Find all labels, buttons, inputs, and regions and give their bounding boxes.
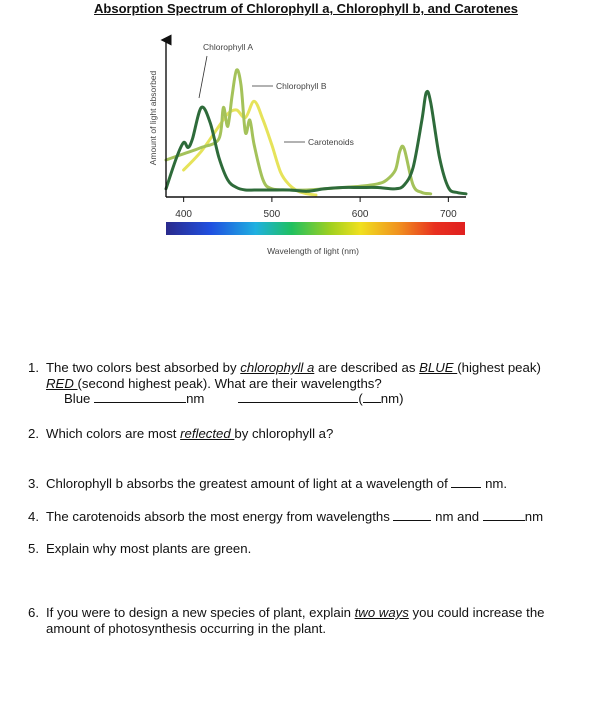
question-3 — [28, 475, 507, 492]
q1-red-wavelength-blank[interactable] — [363, 390, 381, 403]
worksheet-title: Absorption Spectrum of Chlorophyll a, Chlorophyll b, and Carotenes — [94, 1, 518, 16]
visible-spectrum-bar — [166, 222, 465, 235]
q4-text-b: nm and — [431, 509, 483, 524]
q1-red-term: RED — [46, 376, 78, 391]
q4-wavelength-blank-2[interactable] — [483, 508, 525, 521]
x-tick-label-400: 400 — [175, 209, 192, 220]
q3-wavelength-blank[interactable] — [451, 475, 481, 488]
absorption-spectrum-chart — [0, 0, 612, 270]
q1-text-a: The two colors best absorbed by — [46, 360, 241, 375]
y-axis-label: Amount of light absorbed — [148, 70, 158, 166]
q4-text-c: nm — [524, 509, 544, 524]
x-axis-label: Wavelength of light (nm) — [267, 246, 359, 256]
q6-text-c: amount of photosynthesis occurring in the plant. — [46, 621, 327, 636]
q1-text-d: (second highest peak). What are their wavelengths? — [77, 376, 382, 391]
question-4 — [28, 508, 543, 525]
question-5 — [28, 541, 251, 557]
q1-blue-label: Blue — [64, 391, 95, 406]
question-5-number: 5. — [28, 541, 39, 556]
q1-chlorophyll-a-term: chlorophyll a — [240, 360, 315, 375]
x-tick-label-600: 600 — [351, 209, 369, 220]
leader-chlorophyll-a — [199, 56, 207, 98]
question-4-number: 4. — [28, 509, 39, 524]
q1-blue-term: BLUE — [419, 360, 458, 375]
q4-text-a: The carotenoids absorb the most energy from wavelengths — [46, 509, 394, 524]
q1-text-c: (highest peak) — [457, 360, 541, 375]
question-2-number: 2. — [28, 426, 39, 441]
x-tick-label-500: 500 — [263, 209, 281, 220]
q1-nm-label-2: nm) — [380, 391, 404, 406]
question-1-number: 1. — [28, 360, 39, 375]
q4-wavelength-blank-1[interactable] — [393, 508, 431, 521]
label-chlorophyll-a: Chlorophyll A — [203, 42, 254, 52]
q1-red-color-blank[interactable] — [238, 390, 358, 403]
q2-text-b: by chlorophyll a? — [234, 426, 334, 441]
question-3-number: 3. — [28, 476, 39, 491]
q1-blue-wavelength-blank[interactable] — [94, 390, 186, 403]
q6-two-ways-term: two ways — [354, 605, 409, 620]
q6-text-a: If you were to design a new species of plant, explain — [46, 605, 355, 620]
q3-text-a: Chlorophyll b absorbs the greatest amount of light at a wavelength of — [46, 476, 452, 491]
label-chlorophyll-b: Chlorophyll B — [276, 81, 327, 91]
q3-text-b: nm. — [481, 476, 508, 491]
q1-text-b: are described as — [314, 360, 420, 375]
x-tick-layer — [175, 197, 457, 220]
q1-nm-label-1: nm — [186, 391, 205, 406]
q6-text-b: you could increase the — [408, 605, 545, 620]
question-6-number: 6. — [28, 605, 39, 620]
question-2 — [28, 426, 333, 442]
x-tick-label-700: 700 — [440, 209, 457, 220]
q1-paren-open: ( — [358, 391, 363, 406]
label-carotenoids: Carotenoids — [308, 137, 354, 147]
question-6 — [28, 605, 544, 637]
q2-text-a: Which colors are most — [46, 426, 181, 441]
q2-reflected-term: reflected — [180, 426, 235, 441]
question-1 — [28, 360, 541, 407]
q5-text: Explain why most plants are green. — [46, 541, 252, 556]
